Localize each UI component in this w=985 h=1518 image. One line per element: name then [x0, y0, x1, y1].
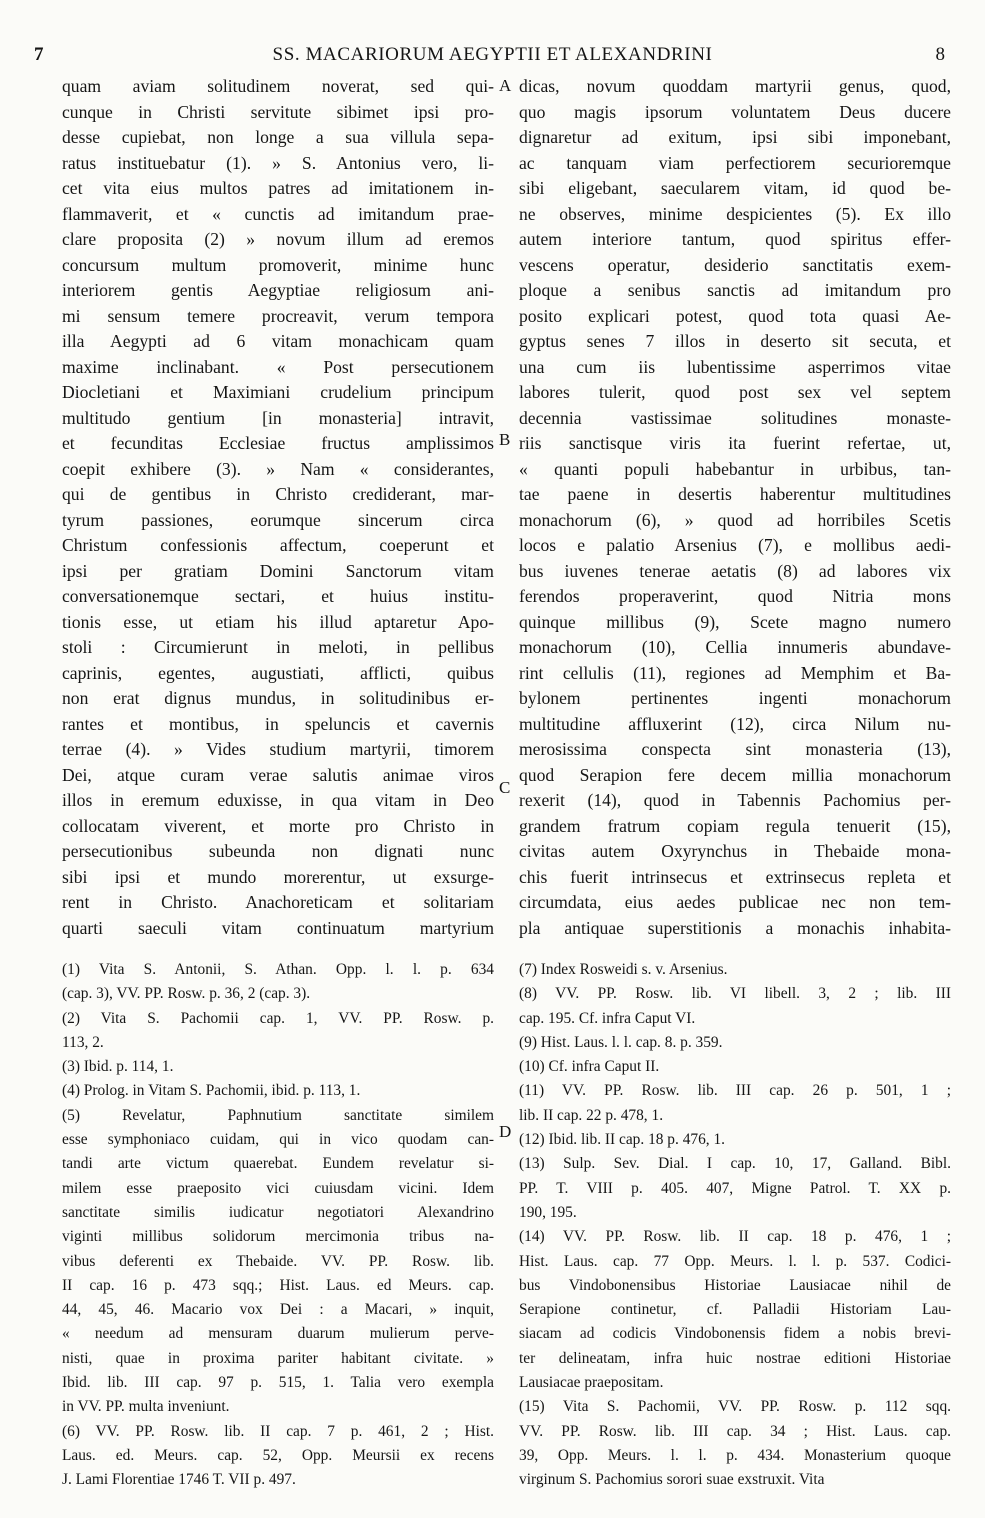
text-line: vescens operatur, desiderio sanctitatis exem-: [519, 254, 951, 275]
text-line: illa Aegypti ad 6 vitam monachicam quam: [62, 331, 494, 351]
text-line: quod Serapion fere decem millia monachorum: [519, 764, 951, 785]
text-line: ne observes, minime despicientes (5). Ex illo: [519, 203, 951, 224]
text-line: quo magis ipsorum voluntatem Deus ducere: [519, 101, 951, 122]
text-line: illos in eremum eduxisse, in qua vitam in Deo: [62, 790, 494, 810]
footnote-line: (11) VV. PP. Rosw. lib. III cap. 26 p. 501, 1 ;: [519, 1082, 951, 1100]
footnote-line: (13) Sulp. Sev. Dial. I cap. 10, 17, Galland. Bibl.: [519, 1155, 951, 1173]
text-line: rantes et montibus, in speluncis et cavernis: [62, 713, 494, 734]
text-line: flammaverit, et « cunctis ad imitandum prae-: [62, 203, 494, 224]
text-line: cunque in Christi servitute sibimet ipsi pro-: [62, 101, 494, 122]
footnote-line: Ibid. lib. III cap. 97 p. 515, 1. Talia vero exempla: [62, 1374, 494, 1392]
footnote-line: vibus deferenti ex Thebaide. VV. PP. Rosw. lib.: [62, 1252, 494, 1270]
text-line: caprinis, egentes, augustiati, afflicti, quibus: [62, 662, 494, 683]
footnote-line: II cap. 16 p. 473 sqq.; Hist. Laus. ed Meurs. cap.: [62, 1276, 494, 1294]
text-line: chis fuerit intrinsecus et extrinsecus repleta et: [519, 866, 951, 887]
footnote-line: (5) Revelatur, Paphnutium sanctitate similem: [62, 1106, 494, 1124]
footnote-line: (6) VV. PP. Rosw. lib. II cap. 7 p. 461, 2 ; Hist.: [62, 1422, 494, 1440]
text-line: labores tulerit, quod post sex vel septem: [519, 382, 951, 402]
footnote-line: milem esse praeposito vici cuiusdam vicini. Idem: [62, 1179, 494, 1197]
text-line: coepit exhibere (3). » Nam « considerantes,: [62, 458, 494, 479]
footnote-line: cap. 195. Cf. infra Caput VI.: [519, 1009, 696, 1027]
margin-marker-c: C: [499, 778, 511, 797]
running-title: SS. MACARIORUM AEGYPTII ET ALEXANDRINI: [272, 44, 713, 65]
footnote-line: (12) Ibid. lib. II cap. 18 p. 476, 1.: [519, 1131, 726, 1149]
footnote-line: (2) Vita S. Pachomii cap. 1, VV. PP. Rosw. p.: [62, 1009, 494, 1027]
text-line: interiorem gentis Aegyptiae religiosum ani-: [62, 280, 494, 300]
text-line: cet vita eius multos patres ad imitationem in-: [62, 178, 494, 198]
footnote-line: in VV. PP. multa inveniunt.: [62, 1398, 230, 1416]
text-line: ac tanquam viam perfectiorem securioremque: [519, 152, 951, 173]
text-line: conversationemque sectari, et huius institu-: [62, 586, 494, 606]
footnote-line: 113, 2.: [62, 1033, 104, 1051]
text-line: gyptus senes 7 illos in deserto sit secuta, et: [519, 331, 951, 351]
footnotes-column-left: [62, 958, 494, 1493]
text-line: tae paene in desertis haberentur multitudines: [519, 484, 951, 504]
footnote-line: tandi arte victum quaerebat. Eundem revelatur si-: [62, 1155, 494, 1173]
text-line: desse cupiebat, non longe a sua villula sepa-: [62, 127, 494, 147]
text-line: decennia vastissimae solitudines monaste-: [519, 407, 951, 428]
text-line: maxime inclinabant. « Post persecutionem: [62, 356, 494, 377]
footnote-line: (15) Vita S. Pachomii, VV. PP. Rosw. p. 112 sqq.: [519, 1398, 951, 1416]
footnote-line: ter delineatam, infra huic nostrae editioni Historiae: [519, 1349, 951, 1367]
footnote-line: 44, 45, 46. Macario vox Dei : a Macari, » inquit,: [62, 1301, 494, 1319]
text-line: quarti saeculi vitam continuatum martyrium: [62, 917, 494, 938]
text-line: tyrum passiones, eorumque sincerum circa: [62, 509, 494, 530]
text-line: Diocletiani et Maximiani crudelium principum: [62, 382, 494, 402]
footnote-line: Hist. Laus. cap. 77 Opp. Meurs. l. l. p. 537. Codici-: [519, 1252, 951, 1270]
footnote-line: J. Lami Florentiae 1746 T. VII p. 497.: [62, 1471, 296, 1489]
text-line: sibi eligebant, saecularem vitam, id quod be-: [519, 178, 951, 198]
footnote-line: Lausiacae praepositam.: [519, 1374, 664, 1392]
margin-marker-b: B: [499, 430, 511, 449]
footnote-line: (14) VV. PP. Rosw. lib. II cap. 18 p. 476, 1 ;: [519, 1228, 951, 1246]
text-line: quinque millibus (9), Scete magno numero: [519, 611, 951, 632]
footnote-line: siacam ad codicis Vindobonensis fidem a nobis brevi-: [519, 1325, 951, 1343]
text-line: rent in Christo. Anachoreticam et solitariam: [62, 892, 494, 912]
text-line: tionis esse, ut etiam his illud aptaretur Apo-: [62, 611, 494, 632]
text-line: monachorum (6), » quod ad horribiles Scetis: [519, 509, 951, 530]
footnote-line: lib. II cap. 22 p. 478, 1.: [519, 1106, 664, 1124]
text-line: posito explicari potest, quod tota quasi Ae-: [519, 305, 951, 326]
text-line: merosissima conspecta sint monasteria (13),: [519, 739, 951, 759]
text-line: persecutionibus subeunda non dignati nunc: [62, 841, 494, 861]
body-column-right: [519, 74, 951, 941]
text-line: rint cellulis (11), regiones ad Memphim et Ba-: [519, 662, 951, 683]
footnote-line: esse symphoniaco cuidam, qui in vico quodam can-: [62, 1131, 494, 1149]
text-line: et fecunditas Ecclesiae fructus amplissimos: [62, 433, 494, 453]
footnote-line: bus Vindobonensibus Historiae Lausiacae nihil de: [519, 1276, 951, 1294]
text-line: ratus instituebatur (1). » S. Antonius vero, li-: [62, 152, 494, 173]
text-line: ipsi per gratiam Domini Sanctorum vitam: [62, 560, 494, 581]
text-line: quam aviam solitudinem noverat, sed qui-: [62, 76, 494, 96]
footnote-line: Laus. ed. Meurs. cap. 52, Opp. Meursii ex recens: [62, 1446, 494, 1464]
footnote-line: (3) Ibid. p. 114, 1.: [62, 1058, 174, 1076]
text-line: clare proposita (2) » novum illum ad eremos: [62, 229, 494, 249]
footnote-line: VV. PP. Rosw. lib. III cap. 34 ; Hist. Laus. cap.: [519, 1422, 951, 1440]
text-line: collocatam viverent, et morte pro Christo in: [62, 815, 494, 836]
text-line: multitudine affluxerint (12), circa Nilum nu-: [519, 713, 951, 734]
text-line: qui de gentibus in Christo crediderant, mar-: [62, 484, 494, 504]
text-line: sibi ipsi et mundo morerentur, ut exsurge-: [62, 866, 494, 887]
page-number-right: 8: [935, 44, 945, 65]
text-line: bus iuvenes tenerae aetatis (8) ad labores vix: [519, 560, 951, 581]
body-column-left: [62, 74, 494, 941]
text-line: ferendos properaverint, quod Nitria mons: [519, 586, 951, 606]
text-line: concursum multum promoverit, minime hunc: [62, 254, 494, 275]
footnote-line: (4) Prolog. in Vitam S. Pachomii, ibid. p. 113, 1.: [62, 1082, 361, 1100]
text-line: bylonem pertinentes ingenti monachorum: [519, 688, 951, 708]
text-line: Christum confessionis affectum, coeperunt et: [62, 535, 494, 555]
text-line: « quanti populi habebantur in urbibus, tan-: [519, 458, 951, 479]
text-line: Dei, atque curam verae salutis animae viros: [62, 764, 494, 785]
text-line: ploque a senibus sanctis ad imitandum pro: [519, 280, 951, 300]
footnote-line: (7) Index Rosweidi s. v. Arsenius.: [519, 961, 728, 978]
running-header: [0, 44, 985, 68]
text-line: terrae (4). » Vides studium martyrii, timorem: [62, 739, 494, 759]
text-line: dignaretur ad exitum, ipsi sibi imponebant,: [519, 127, 951, 147]
footnote-line: (10) Cf. infra Caput II.: [519, 1058, 660, 1076]
footnote-line: (9) Hist. Laus. l. l. cap. 8. p. 359.: [519, 1033, 723, 1051]
footnote-line: PP. T. VIII p. 405. 407, Migne Patrol. T. XX p.: [519, 1179, 951, 1197]
footnote-line: virginum S. Pachomius sorori suae exstruxit. Vita: [519, 1471, 825, 1489]
text-line: mi sensum temere procreavit, verum tempora: [62, 305, 494, 326]
footnote-line: sanctitate similis iudicatur negotiatori Alexandrino: [62, 1203, 494, 1221]
text-line: riis sanctisque viris ita fuerint refertae, ut,: [519, 433, 951, 453]
footnote-line: viginti millibus solidorum mercimonia tribus na-: [62, 1228, 494, 1246]
margin-marker-d: D: [499, 1122, 512, 1141]
text-line: multitudo gentium [in monasteria] intravit,: [62, 407, 494, 428]
text-line: grandem fratrum copiam regula tenuerit (15),: [519, 815, 951, 836]
footnote-line: 190, 195.: [519, 1203, 577, 1221]
footnote-line: Serapione continetur, cf. Palladii Historiam Lau-: [519, 1301, 951, 1319]
text-line: civitas autem Oxyrynchus in Thebaide mona-: [519, 841, 951, 861]
text-line: non erat dignus mundus, in solitudinibus er-: [62, 688, 494, 708]
text-line: stoli : Circumierunt in meloti, in pellibus: [62, 637, 494, 657]
margin-marker-a: A: [499, 76, 512, 95]
text-line: autem interiore tantum, quod spiritus effer-: [519, 229, 951, 249]
page-number-left: 7: [34, 44, 44, 65]
footnotes-column-right: [519, 958, 951, 1493]
text-line: una cum iis lubentissime asperrimos vitae: [519, 356, 951, 377]
text-line: rexerit (14), quod in Tabennis Pachomius per-: [519, 790, 951, 810]
text-line: dicas, novum quoddam martyrii genus, quod,: [519, 76, 951, 96]
footnote-line: nisti, quae in proxima pariter habitant civitate. »: [62, 1349, 494, 1367]
text-line: monachorum (10), Cellia innumeris abundave-: [519, 637, 951, 657]
footnote-line: (1) Vita S. Antonii, S. Athan. Opp. l. l. p. 634: [62, 961, 494, 978]
text-line: circumdata, eius aedes publicae nec non tem-: [519, 892, 951, 912]
text-line: locos e palatio Arsenius (7), e mollibus aedi-: [519, 535, 951, 555]
footnote-line: « needum ad mensuram duarum mulierum perve-: [62, 1325, 494, 1343]
text-line: pla antiquae superstitionis a monachis inhabita-: [519, 917, 951, 938]
footnote-line: (8) VV. PP. Rosw. lib. VI libell. 3, 2 ; lib. III: [519, 985, 951, 1003]
footnote-line: 39, Opp. Meurs. l. l. p. 434. Monasterium quoque: [519, 1446, 951, 1464]
footnote-line: (cap. 3), VV. PP. Rosw. p. 36, 2 (cap. 3).: [62, 985, 311, 1003]
